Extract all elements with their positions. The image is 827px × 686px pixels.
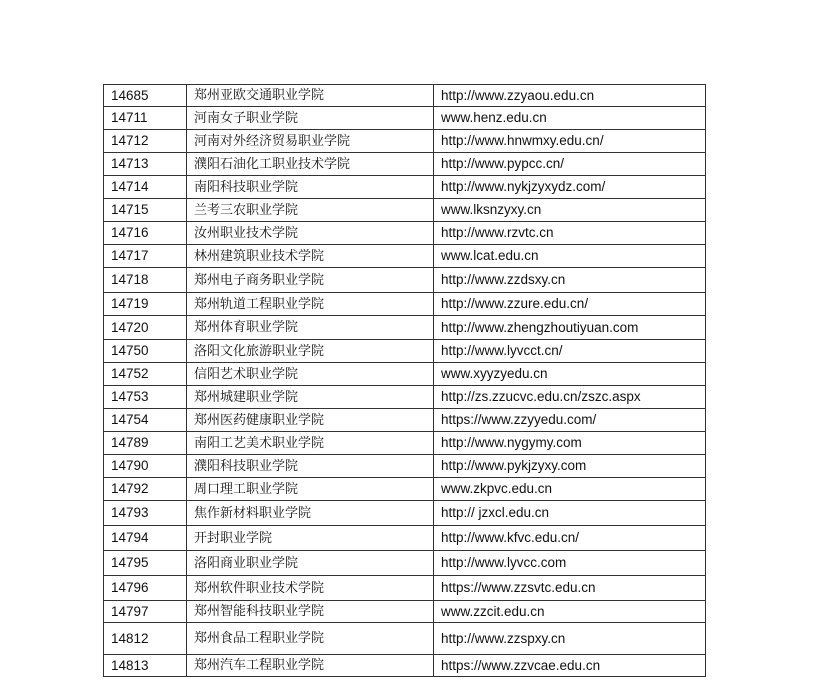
table-row bbox=[104, 455, 706, 478]
school-url-cell: http://www.zhengzhoutiyuan.com bbox=[434, 316, 706, 340]
school-name-cell: 郑州软件职业技术学院 bbox=[187, 576, 434, 601]
school-url-cell: http://www.zzspxy.cn bbox=[434, 623, 706, 655]
school-name-cell: 郑州食品工程职业学院 bbox=[187, 623, 434, 655]
table-row bbox=[104, 245, 706, 268]
school-code-cell: 14789 bbox=[104, 432, 187, 455]
table-row bbox=[104, 386, 706, 409]
school-name-cell: 河南对外经济贸易职业学院 bbox=[187, 130, 434, 153]
school-url-cell: http://www.nykjzyxydz.com/ bbox=[434, 176, 706, 199]
table-row bbox=[104, 176, 706, 199]
school-list-table bbox=[103, 84, 706, 677]
table-row bbox=[104, 409, 706, 432]
school-code-cell: 14813 bbox=[104, 655, 187, 677]
table-row bbox=[104, 107, 706, 130]
table-row bbox=[104, 222, 706, 245]
school-name-cell: 周口理工职业学院 bbox=[187, 478, 434, 501]
school-name-cell: 郑州汽车工程职业学院 bbox=[187, 655, 434, 677]
table-row bbox=[104, 601, 706, 623]
school-url-cell: http://www.zzdsxy.cn bbox=[434, 268, 706, 293]
table-row bbox=[104, 130, 706, 153]
school-name-cell: 郑州体育职业学院 bbox=[187, 316, 434, 340]
school-code-cell: 14752 bbox=[104, 363, 187, 386]
table-row bbox=[104, 153, 706, 176]
school-code-cell: 14712 bbox=[104, 130, 187, 153]
school-code-cell: 14794 bbox=[104, 526, 187, 551]
school-url-cell: http://www.lyvcc.com bbox=[434, 551, 706, 576]
school-code-cell: 14812 bbox=[104, 623, 187, 655]
school-name-cell: 南阳科技职业学院 bbox=[187, 176, 434, 199]
school-name-cell: 焦作新材料职业学院 bbox=[187, 501, 434, 526]
table-row bbox=[104, 501, 706, 526]
school-name-cell: 郑州城建职业学院 bbox=[187, 386, 434, 409]
school-name-cell: 南阳工艺美术职业学院 bbox=[187, 432, 434, 455]
table-row bbox=[104, 85, 706, 107]
school-url-cell: http://www.lyvcct.cn/ bbox=[434, 340, 706, 363]
school-url-cell: https://www.zzyyedu.com/ bbox=[434, 409, 706, 432]
school-name-cell: 汝州职业技术学院 bbox=[187, 222, 434, 245]
school-url-cell: https://www.zzvcae.edu.cn bbox=[434, 655, 706, 677]
school-code-cell: 14711 bbox=[104, 107, 187, 130]
school-name-cell: 郑州医药健康职业学院 bbox=[187, 409, 434, 432]
table-row bbox=[104, 340, 706, 363]
school-code-cell: 14717 bbox=[104, 245, 187, 268]
school-url-cell: www.xyyzyedu.cn bbox=[434, 363, 706, 386]
table-row bbox=[104, 293, 706, 316]
table-row bbox=[104, 551, 706, 576]
school-code-cell: 14719 bbox=[104, 293, 187, 316]
school-url-cell: http://www.kfvc.edu.cn/ bbox=[434, 526, 706, 551]
school-name-cell: 信阳艺术职业学院 bbox=[187, 363, 434, 386]
school-url-cell: https://www.zzsvtc.edu.cn bbox=[434, 576, 706, 601]
school-name-cell: 濮阳石油化工职业技术学院 bbox=[187, 153, 434, 176]
school-url-cell: www.lcat.edu.cn bbox=[434, 245, 706, 268]
school-code-cell: 14792 bbox=[104, 478, 187, 501]
table-body bbox=[104, 85, 706, 677]
school-name-cell: 濮阳科技职业学院 bbox=[187, 455, 434, 478]
table-row bbox=[104, 655, 706, 677]
school-url-cell: www.zkpvc.edu.cn bbox=[434, 478, 706, 501]
school-code-cell: 14754 bbox=[104, 409, 187, 432]
school-url-cell: http://www.zzyaou.edu.cn bbox=[434, 85, 706, 107]
school-name-cell: 洛阳商业职业学院 bbox=[187, 551, 434, 576]
table-row bbox=[104, 268, 706, 293]
table-row bbox=[104, 432, 706, 455]
school-code-cell: 14796 bbox=[104, 576, 187, 601]
school-url-cell: www.lksnzyxy.cn bbox=[434, 199, 706, 222]
school-name-cell: 郑州智能科技职业学院 bbox=[187, 601, 434, 623]
school-name-cell: 开封职业学院 bbox=[187, 526, 434, 551]
school-name-cell: 洛阳文化旅游职业学院 bbox=[187, 340, 434, 363]
school-code-cell: 14750 bbox=[104, 340, 187, 363]
school-name-cell: 河南女子职业学院 bbox=[187, 107, 434, 130]
school-code-cell: 14716 bbox=[104, 222, 187, 245]
school-code-cell: 14790 bbox=[104, 455, 187, 478]
school-url-cell: http://www.zzure.edu.cn/ bbox=[434, 293, 706, 316]
school-url-cell: http://www.pykjzyxy.com bbox=[434, 455, 706, 478]
table-row bbox=[104, 576, 706, 601]
school-url-cell: http://www.rzvtc.cn bbox=[434, 222, 706, 245]
school-code-cell: 14753 bbox=[104, 386, 187, 409]
school-url-cell: www.henz.edu.cn bbox=[434, 107, 706, 130]
school-code-cell: 14795 bbox=[104, 551, 187, 576]
table-row bbox=[104, 199, 706, 222]
school-code-cell: 14715 bbox=[104, 199, 187, 222]
school-url-cell: http:// jzxcl.edu.cn bbox=[434, 501, 706, 526]
school-name-cell: 郑州亚欧交通职业学院 bbox=[187, 85, 434, 107]
school-url-cell: http://www.pypcc.cn/ bbox=[434, 153, 706, 176]
school-name-cell: 郑州电子商务职业学院 bbox=[187, 268, 434, 293]
table-row bbox=[104, 623, 706, 655]
school-url-cell: http://www.nygymy.com bbox=[434, 432, 706, 455]
table-row bbox=[104, 363, 706, 386]
table-row bbox=[104, 316, 706, 340]
school-code-cell: 14793 bbox=[104, 501, 187, 526]
school-url-cell: http://www.hnwmxy.edu.cn/ bbox=[434, 130, 706, 153]
school-name-cell: 兰考三农职业学院 bbox=[187, 199, 434, 222]
school-name-cell: 郑州轨道工程职业学院 bbox=[187, 293, 434, 316]
school-url-cell: www.zzcit.edu.cn bbox=[434, 601, 706, 623]
school-url-cell: http://zs.zzucvc.edu.cn/zszc.aspx bbox=[434, 386, 706, 409]
school-code-cell: 14685 bbox=[104, 85, 187, 107]
school-code-cell: 14720 bbox=[104, 316, 187, 340]
table-row bbox=[104, 526, 706, 551]
table-row bbox=[104, 478, 706, 501]
school-name-cell: 林州建筑职业技术学院 bbox=[187, 245, 434, 268]
school-code-cell: 14797 bbox=[104, 601, 187, 623]
school-code-cell: 14713 bbox=[104, 153, 187, 176]
school-code-cell: 14718 bbox=[104, 268, 187, 293]
school-code-cell: 14714 bbox=[104, 176, 187, 199]
